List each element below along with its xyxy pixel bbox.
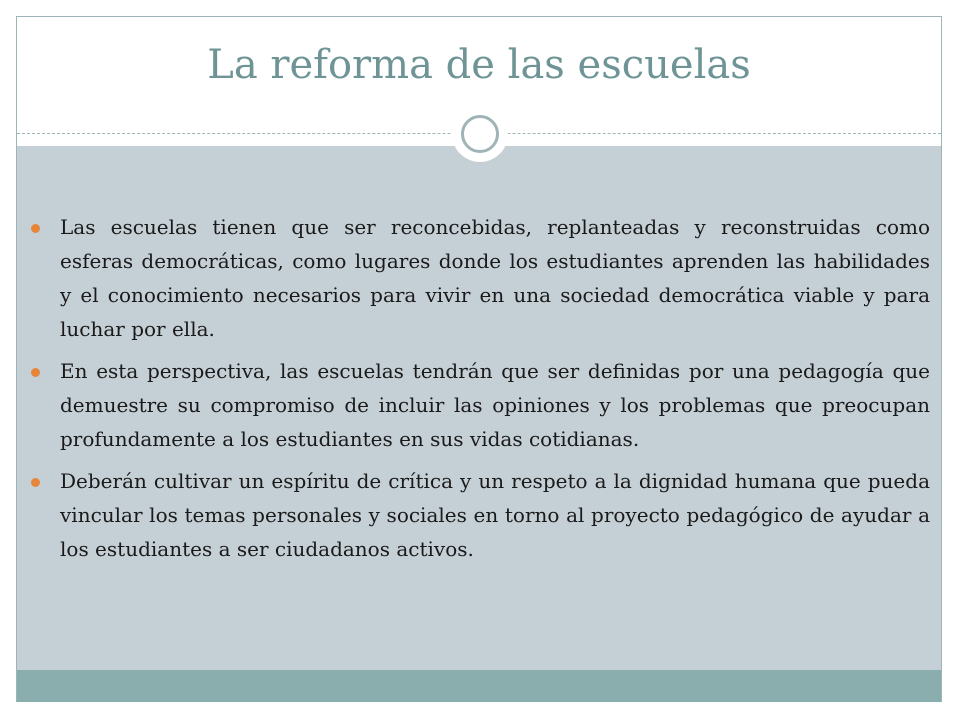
ring-inner-icon — [461, 115, 499, 153]
slide-title: La reforma de las escuelas — [207, 42, 751, 88]
bullet-dot-icon — [31, 368, 40, 377]
bullet-item-2 — [30, 354, 930, 456]
bullet-dot-icon — [31, 478, 40, 487]
bullet-text-1: Las escuelas tienen que ser reconcebidas, replanteadas y reconstruidas como esferas democráticas, como lugares donde los estudiantes aprenden las habilidades y el conocimiento necesarios para vivir en una sociedad democrática viable y para luchar por ella. — [60, 215, 930, 341]
footer-band — [17, 670, 941, 702]
bullet-item-1 — [30, 210, 930, 346]
bullet-text-3: Deberán cultivar un espíritu de crítica y un respeto a la dignidad humana que pueda vincular los temas personales y sociales en torno al proyecto pedagógico de ayudar a los estudiantes a ser ciudadanos activos. — [60, 469, 930, 561]
bullet-item-3 — [30, 464, 930, 566]
bullet-text-2: En esta perspectiva, las escuelas tendrán que ser definidas por una pedagogía que demuestre su compromiso de incluir las opiniones y los problemas que preocupan profundamente a los estudiantes en sus vidas cotidianas. — [60, 359, 930, 451]
bullet-list — [30, 210, 930, 574]
bullet-dot-icon — [31, 224, 40, 233]
